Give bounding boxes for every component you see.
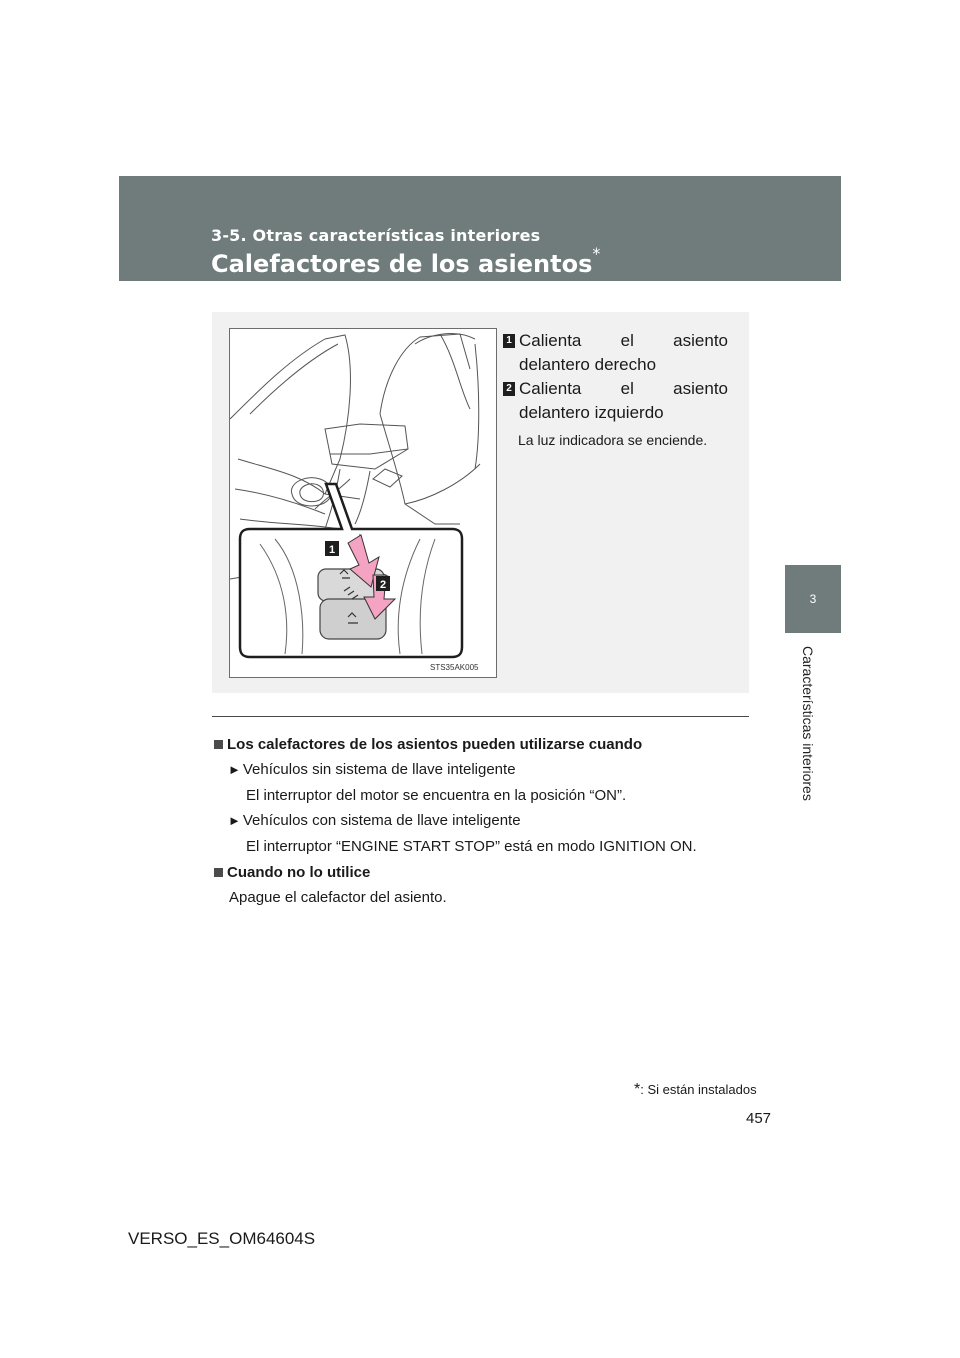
legend-text-1: Calienta el asiento delantero derecho — [519, 331, 728, 374]
triangle-bullet-icon: ► — [228, 762, 241, 777]
indicator-note: La luz indicadora se enciende. — [518, 432, 708, 448]
callout-2 — [376, 576, 390, 591]
seat-drawing — [230, 329, 496, 677]
legend-item-1 — [503, 329, 728, 377]
square-bullet-icon — [214, 868, 223, 877]
footnote-mark: * — [634, 1081, 641, 1098]
page-number: 457 — [746, 1110, 772, 1127]
legend-badge-2: 2 — [503, 382, 515, 396]
legend-text-2: Calienta el asiento delantero izquierdo — [519, 379, 728, 422]
not-in-use-text: Apague el calefactor del asiento. — [229, 889, 447, 906]
legend-badge-1: 1 — [503, 334, 515, 348]
footnote-text: : Si están instalados — [640, 1082, 757, 1097]
item2-text: El interruptor “ENGINE START STOP” está en modo IGNITION ON. — [246, 838, 697, 855]
heading-not-in-use-text: Cuando no lo utilice — [227, 864, 371, 881]
square-bullet-icon — [214, 740, 223, 749]
seat-heater-illustration — [229, 328, 497, 678]
divider — [212, 716, 749, 717]
svg-text:2: 2 — [379, 579, 387, 591]
svg-text:1: 1 — [328, 544, 336, 556]
chapter-header — [119, 176, 841, 281]
heading-not-in-use — [214, 864, 370, 881]
chapter-tab — [785, 565, 841, 633]
item2-label-text: Vehículos con sistema de llave inteligente — [242, 812, 521, 829]
legend-item-2 — [503, 377, 728, 425]
chapter-tab-label: Características interiores — [800, 646, 816, 801]
page-title — [211, 244, 601, 278]
item2-label — [228, 812, 521, 829]
item1-label — [228, 761, 516, 778]
item1-text: El interruptor del motor se encuentra en la posición “ON”. — [246, 787, 627, 804]
heading-usage-text: Los calefactores de los asientos pueden utilizarse cuando — [227, 736, 643, 753]
chapter-tab-number: 3 — [809, 592, 817, 606]
callout-1 — [325, 541, 339, 556]
heading-usage — [214, 736, 642, 753]
figure-code: STS35AK005 — [430, 663, 479, 672]
page-title-text: Calefactores de los asientos — [211, 250, 593, 278]
footnote — [634, 1081, 757, 1099]
document-code: VERSO_ES_OM64604S — [128, 1229, 316, 1248]
item1-label-text: Vehículos sin sistema de llave inteligente — [242, 761, 516, 778]
triangle-bullet-icon: ► — [228, 813, 241, 828]
section-title: 3-5. Otras características interiores — [211, 226, 541, 245]
title-footnote-mark: * — [592, 244, 601, 263]
